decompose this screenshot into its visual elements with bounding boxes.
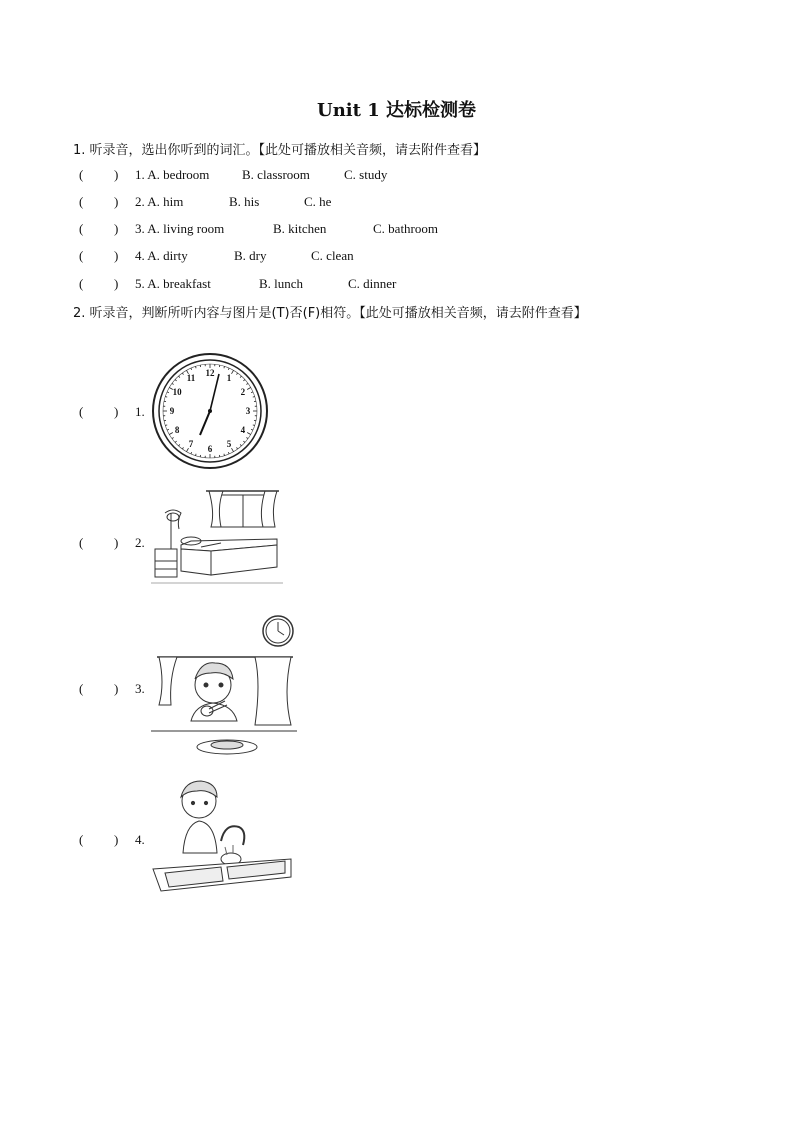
answer-paren-close: ) — [114, 221, 119, 236]
clock-number: 7 — [188, 438, 194, 449]
answer-paren-close: ) — [114, 194, 119, 209]
clock-number: 8 — [174, 425, 180, 435]
answer-paren-open[interactable]: ( — [79, 167, 84, 182]
item-number: 4. — [135, 832, 145, 847]
clock-number: 3 — [245, 406, 251, 416]
option-a: 4. A. dirty — [135, 248, 188, 263]
bedroom-image — [151, 483, 283, 593]
option-b: B. kitchen — [273, 221, 327, 236]
boy-eating-image — [151, 613, 297, 763]
answer-paren-close: ) — [114, 248, 119, 263]
clock-number: 12 — [205, 368, 215, 378]
answer-paren-close: ) — [114, 404, 119, 419]
clock-image — [151, 352, 269, 470]
answer-paren-close: ) — [114, 276, 119, 291]
answer-paren-open[interactable]: ( — [79, 535, 84, 550]
option-c: C. he — [304, 194, 332, 209]
answer-paren-open[interactable]: ( — [79, 832, 84, 847]
option-a: 2. A. him — [135, 194, 184, 209]
answer-paren-open[interactable]: ( — [79, 221, 84, 236]
answer-paren-close: ) — [114, 535, 119, 550]
answer-paren-close: ) — [114, 681, 119, 696]
clock-number: 11 — [186, 373, 196, 384]
option-c: C. bathroom — [373, 221, 438, 236]
option-a: 3. A. living room — [135, 221, 225, 236]
answer-paren-close: ) — [114, 167, 119, 182]
clock-number: 2 — [240, 387, 246, 397]
answer-paren-open[interactable]: ( — [79, 404, 84, 419]
boy-washing-dishes-image — [151, 773, 293, 908]
section1-heading: 1. 听录音，选出你听到的词汇。【此处可播放相关音频，请去附件查看】 — [73, 143, 487, 158]
option-b: B. his — [229, 194, 260, 209]
clock-number: 1 — [226, 373, 232, 384]
answer-paren-open[interactable]: ( — [79, 248, 84, 263]
clock-number: 4 — [240, 425, 246, 435]
item-number: 2. — [135, 535, 145, 550]
answer-paren-close: ) — [114, 832, 119, 847]
option-b: B. dry — [234, 248, 267, 263]
item-number: 1. — [135, 404, 145, 419]
option-c: C. clean — [311, 248, 354, 263]
option-a: 1. A. bedroom — [135, 167, 210, 182]
clock-number: 5 — [226, 438, 232, 449]
option-a: 5. A. breakfast — [135, 276, 211, 291]
option-b: B. classroom — [242, 167, 310, 182]
option-c: C. dinner — [348, 276, 397, 291]
clock-number: 9 — [169, 406, 175, 416]
answer-paren-open[interactable]: ( — [79, 194, 84, 209]
clock-number: 6 — [207, 444, 213, 454]
option-c: C. study — [344, 167, 388, 182]
page-title: Unit 1 达标检测卷 — [317, 100, 476, 121]
answer-paren-open[interactable]: ( — [79, 681, 84, 696]
item-number: 3. — [135, 681, 145, 696]
option-b: B. lunch — [259, 276, 304, 291]
answer-paren-open[interactable]: ( — [79, 276, 84, 291]
section2-heading: 2. 听录音，判断所听内容与图片是(T)否(F)相符。【此处可播放相关音频，请去附件查看】 — [73, 306, 587, 321]
clock-number: 10 — [172, 387, 182, 397]
